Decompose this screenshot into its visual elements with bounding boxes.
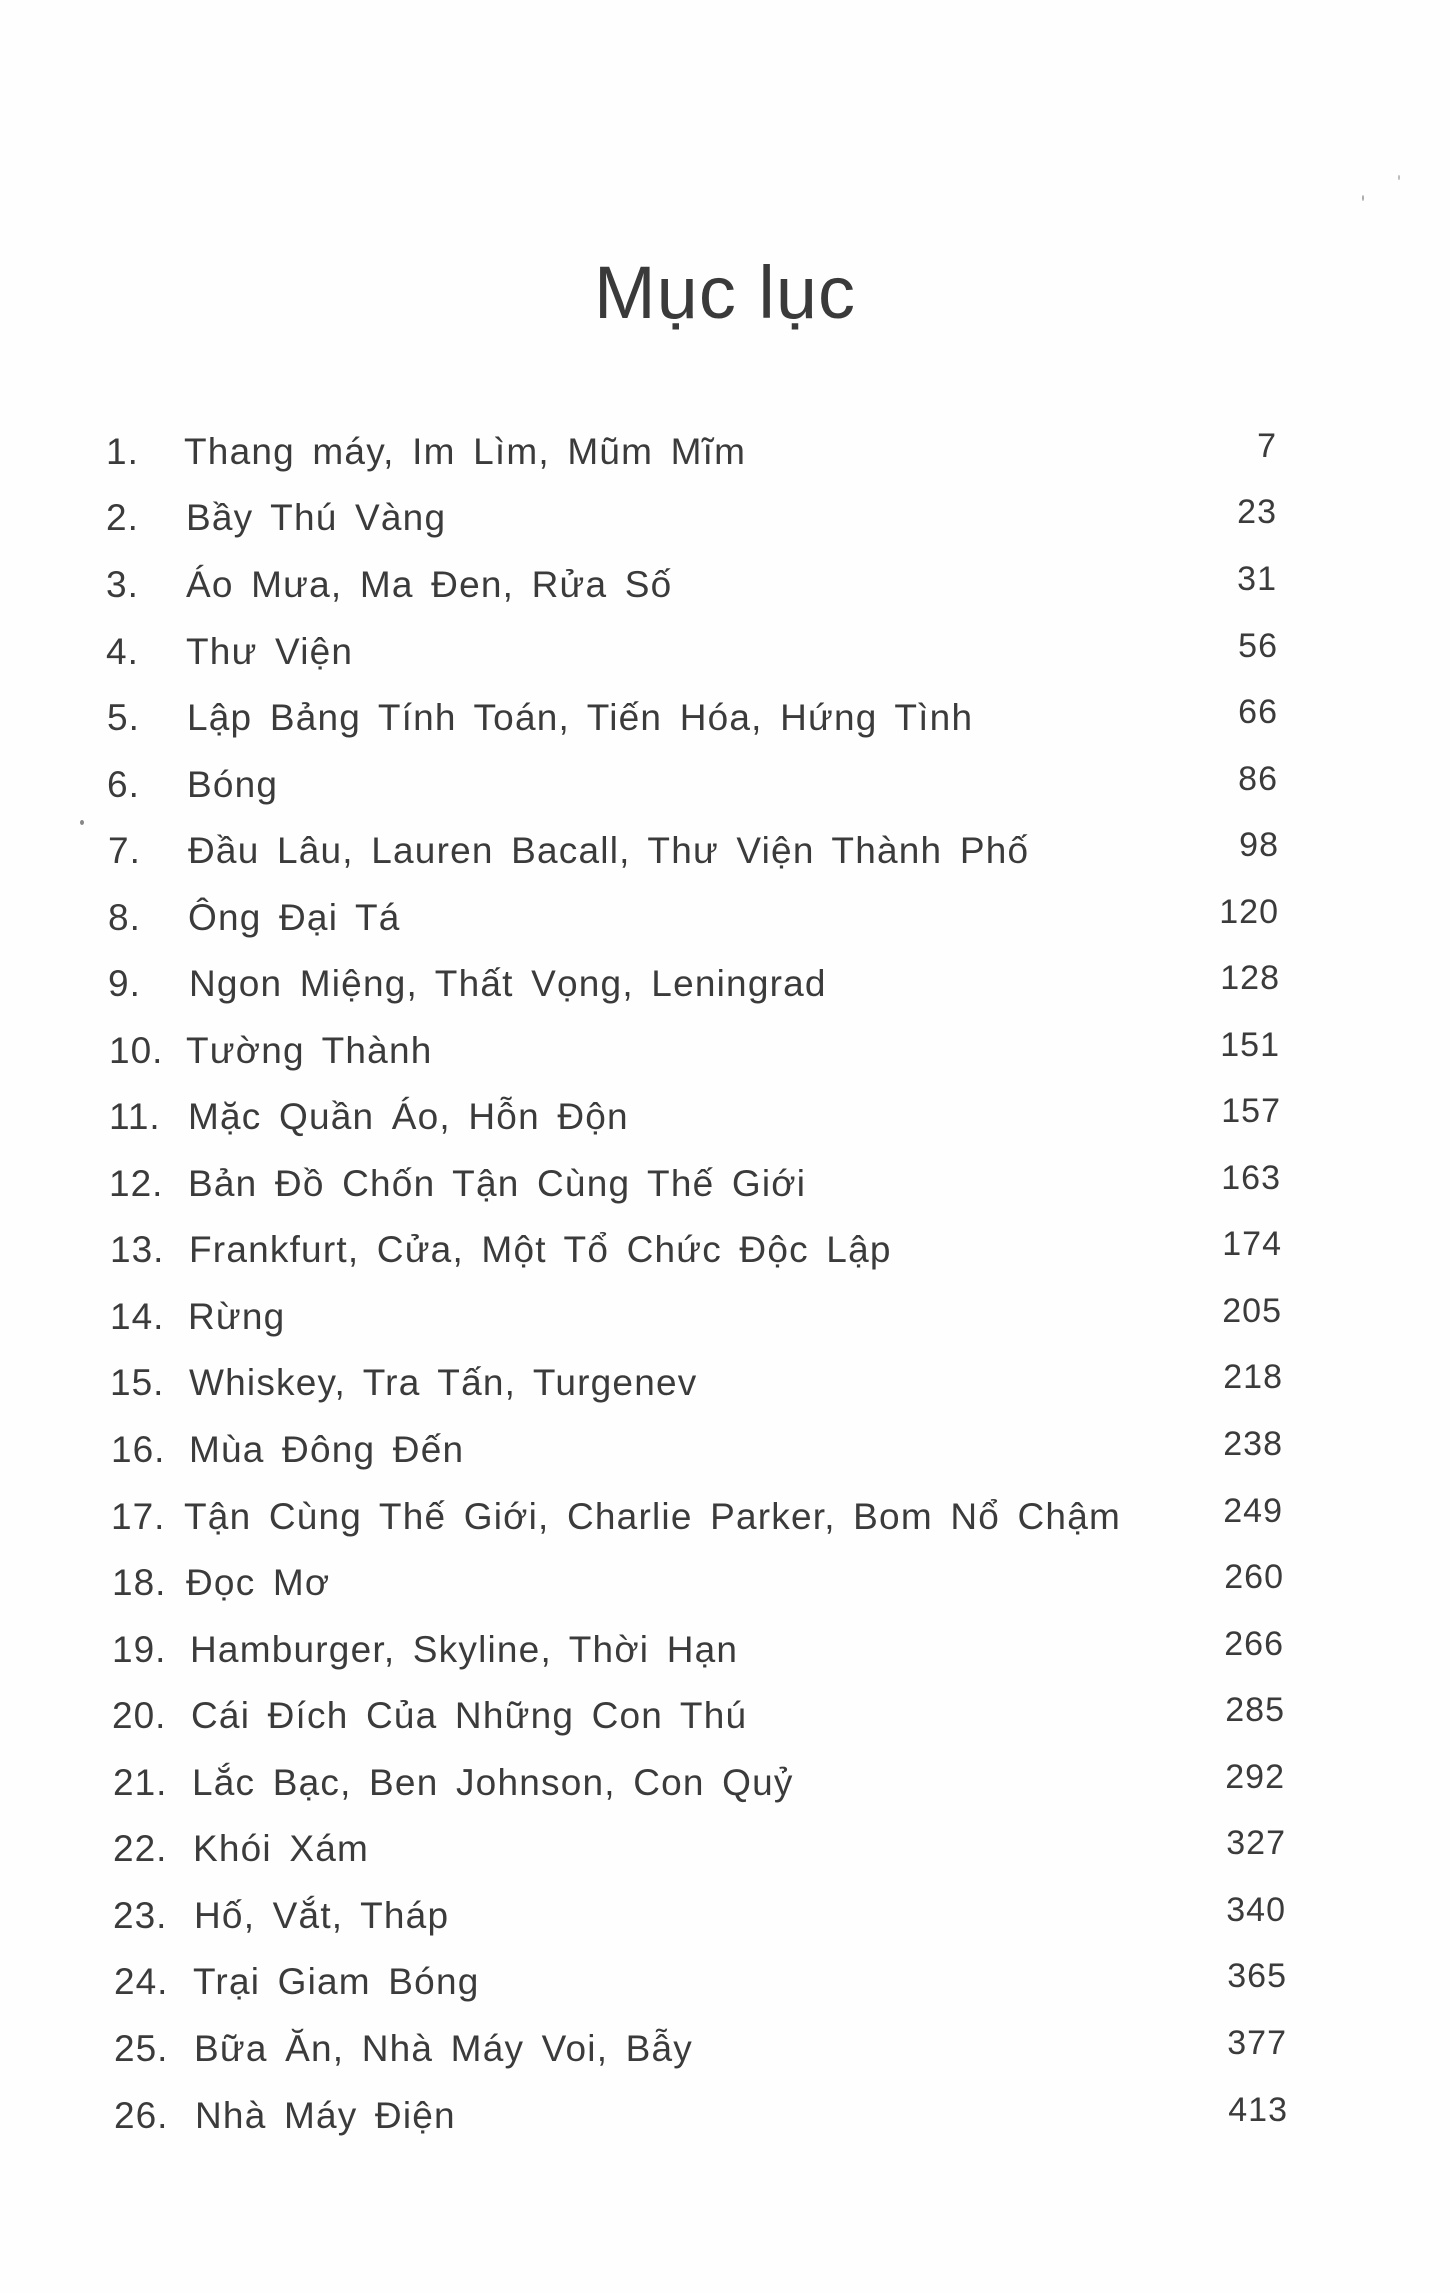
entry-number: 21.: [113, 1762, 168, 1803]
entry-page: 365: [1227, 1957, 1287, 1995]
entry-page: 23: [1237, 493, 1277, 531]
toc-entry: [0, 555, 1450, 615]
toc-entry: [0, 422, 1450, 482]
scan-speck: [1362, 195, 1364, 201]
entry-number: 10.: [109, 1030, 164, 1071]
entry-page: 31: [1237, 560, 1277, 598]
toc-entry: [0, 2086, 1450, 2146]
entry-title: Ngon Miệng, Thất Vọng, Leningrad: [189, 963, 827, 1004]
entry-number: 25.: [114, 2028, 169, 2069]
entry-number: 13.: [110, 1229, 165, 1270]
entry-page: 163: [1221, 1159, 1281, 1197]
entry-title: Thang máy, Im Lìm, Mũm Mĩm: [184, 431, 747, 472]
entry-page: 205: [1222, 1292, 1282, 1330]
entry-page: 157: [1221, 1092, 1281, 1130]
entry-page: 151: [1220, 1026, 1280, 1064]
entry-title: Thư Viện: [186, 631, 354, 672]
scan-speck: [1398, 175, 1400, 180]
entry-title: Bầy Thú Vàng: [186, 497, 447, 538]
entry-page: 86: [1238, 760, 1278, 798]
entry-title: Ông Đại Tá: [188, 897, 401, 938]
entry-page: 266: [1224, 1625, 1284, 1663]
entry-page: 260: [1224, 1558, 1284, 1596]
entry-number: 14.: [110, 1296, 165, 1337]
entry-page: 56: [1238, 627, 1278, 665]
toc-entry: [0, 688, 1450, 748]
entry-number: 18.: [112, 1562, 167, 1603]
entry-page: 128: [1220, 959, 1280, 997]
scan-speck: [80, 820, 84, 825]
entry-number: 19.: [112, 1629, 167, 1670]
entry-title: Lập Bảng Tính Toán, Tiến Hóa, Hứng Tình: [187, 697, 974, 738]
entry-title: Hamburger, Skyline, Thời Hạn: [190, 1629, 739, 1670]
entry-page: 292: [1225, 1758, 1285, 1796]
entry-page: 7: [1257, 427, 1277, 465]
entry-title: Bữa Ăn, Nhà Máy Voi, Bẫy: [194, 2028, 694, 2069]
entry-number: 7.: [108, 830, 141, 871]
toc-entry: [0, 821, 1450, 881]
entry-number: 6.: [107, 764, 140, 805]
entry-title: Nhà Máy Điện: [195, 2095, 456, 2136]
toc-entry: [0, 1753, 1450, 1813]
toc-entry: [0, 1487, 1450, 1547]
entry-page: 120: [1219, 893, 1279, 931]
toc-entry: [0, 954, 1450, 1014]
entry-number: 1.: [106, 431, 139, 472]
entry-page: 413: [1228, 2091, 1288, 2129]
entry-page: 174: [1222, 1225, 1282, 1263]
toc-entry: [0, 1287, 1450, 1347]
toc-entry: [0, 1952, 1450, 2012]
entry-number: 24.: [114, 1961, 169, 2002]
toc-entry: [0, 1353, 1450, 1413]
toc-entry: [0, 488, 1450, 548]
entry-page: 340: [1226, 1891, 1286, 1929]
toc-entry: [0, 1553, 1450, 1613]
page-title: Mục lục: [594, 250, 856, 334]
toc-entry: [0, 1686, 1450, 1746]
entry-number: 12.: [109, 1163, 164, 1204]
entry-title: Mặc Quần Áo, Hỗn Độn: [188, 1096, 629, 1137]
entry-number: 9.: [108, 963, 141, 1004]
entry-page: 285: [1225, 1691, 1285, 1729]
entry-number: 4.: [106, 631, 139, 672]
entry-number: 22.: [113, 1828, 168, 1869]
entry-title: Đọc Mơ: [186, 1562, 331, 1603]
entry-number: 16.: [111, 1429, 166, 1470]
entry-title: Đầu Lâu, Lauren Bacall, Thư Viện Thành Phố: [188, 830, 1030, 871]
entry-number: 23.: [113, 1895, 168, 1936]
entry-page: 218: [1223, 1358, 1283, 1396]
entry-title: Tận Cùng Thế Giới, Charlie Parker, Bom Nổ Chậm: [184, 1496, 1122, 1537]
entry-title: Áo Mưa, Ma Đen, Rửa Số: [186, 564, 673, 605]
toc-entry: [0, 2019, 1450, 2079]
entry-title: Whiskey, Tra Tấn, Turgenev: [189, 1362, 698, 1403]
entry-title: Frankfurt, Cửa, Một Tổ Chức Độc Lập: [189, 1229, 892, 1270]
entry-title: Mùa Đông Đến: [189, 1429, 465, 1470]
toc-entry: [0, 1021, 1450, 1081]
entry-title: Trại Giam Bóng: [193, 1961, 480, 2002]
entry-title: Hố, Vắt, Tháp: [194, 1895, 450, 1936]
toc-entry: [0, 755, 1450, 815]
entry-number: 11.: [109, 1096, 161, 1137]
entry-number: 5.: [107, 697, 140, 738]
toc-entry: [0, 1420, 1450, 1480]
toc-entry: [0, 1819, 1450, 1879]
entry-page: 327: [1226, 1824, 1286, 1862]
toc-entry: [0, 1154, 1450, 1214]
entry-title: Tường Thành: [186, 1030, 433, 1071]
entry-title: Khói Xám: [193, 1828, 370, 1869]
entry-number: 20.: [112, 1695, 167, 1736]
entry-title: Rừng: [188, 1296, 286, 1337]
entry-number: 15.: [110, 1362, 165, 1403]
toc-entry: [0, 622, 1450, 682]
entry-page: 238: [1223, 1425, 1283, 1463]
entry-title: Bản Đồ Chốn Tận Cùng Thế Giới: [188, 1163, 807, 1204]
entry-page: 98: [1239, 826, 1279, 864]
entry-title: Bóng: [187, 764, 279, 805]
toc-entry: [0, 1087, 1450, 1147]
entry-number: 17.: [111, 1496, 166, 1537]
toc-entry: [0, 1620, 1450, 1680]
toc-entry: [0, 1220, 1450, 1280]
entry-page: 377: [1227, 2024, 1287, 2062]
entry-page: 249: [1223, 1492, 1283, 1530]
entry-number: 3.: [106, 564, 139, 605]
toc-entry: [0, 888, 1450, 948]
entry-title: Cái Đích Của Những Con Thú: [191, 1695, 748, 1736]
entry-number: 26.: [114, 2095, 169, 2136]
entry-page: 66: [1238, 693, 1278, 731]
toc-entry: [0, 1886, 1450, 1946]
entry-number: 8.: [108, 897, 141, 938]
entry-title: Lắc Bạc, Ben Johnson, Con Quỷ: [192, 1762, 794, 1803]
entry-number: 2.: [106, 497, 139, 538]
